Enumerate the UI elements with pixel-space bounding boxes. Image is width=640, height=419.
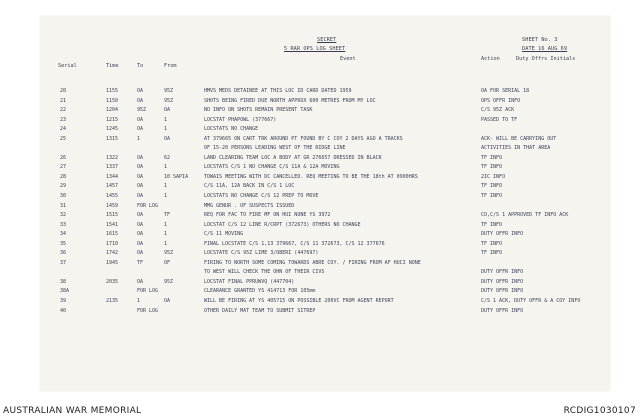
entry-from: 95Z <box>164 97 174 104</box>
entry-event: AT 379665 ON CART TRK AROUND PT FOUND BY C COY 2 DAYS AGO A TRACKS <box>204 135 403 142</box>
footer-reference: RCDIG1030107 <box>563 406 636 416</box>
entry-event: LOCSTAT C/S 12 LINE R/CRPT (372673) OTHERS NO CHANGE <box>204 221 361 228</box>
entry-to: OA <box>137 164 144 171</box>
entry-from: OA <box>164 135 171 142</box>
col-action: Action <box>481 56 500 62</box>
entry-to: FOR LOG <box>137 307 159 314</box>
entry-to: FOR LOG <box>137 202 159 209</box>
log-entry-row <box>40 212 610 222</box>
entry-from: 95Z <box>164 88 174 94</box>
entry-time: 1322 <box>106 154 119 161</box>
sheet-date: DATE 16 AUG 69 <box>522 46 568 52</box>
entry-serial: 33 <box>60 221 67 228</box>
entry-action: TF INFO <box>481 164 503 171</box>
entry-time: 2135 <box>106 298 119 305</box>
log-entry-row <box>40 126 610 136</box>
entry-to: OA <box>137 154 144 161</box>
log-entry-row <box>40 260 610 270</box>
entry-action: DUTY OFFR INFO <box>481 288 524 295</box>
entry-to: OA <box>137 212 144 219</box>
log-entry-row <box>40 269 610 279</box>
entry-to: 1 <box>137 135 141 142</box>
log-entry-row <box>40 241 610 251</box>
entry-from: 95Z <box>164 250 174 257</box>
entry-serial: 38 <box>60 278 67 285</box>
entry-time: 1742 <box>106 250 119 257</box>
entry-action: DUTY OFFR INFO <box>481 231 524 238</box>
entry-time: 1457 <box>106 183 119 190</box>
entry-from: TF <box>164 212 171 219</box>
log-entry-row <box>40 164 610 174</box>
entry-from: OF <box>164 259 171 266</box>
entry-from: 10 SAPIA <box>164 173 189 180</box>
entry-event: LOCSTAT FINAL PPRUWVQ (447704) <box>204 278 295 285</box>
entry-action: TF INFO <box>481 193 503 200</box>
log-entry-row <box>40 231 610 241</box>
entry-event: CLEARANCE GRANTED YS 414713 FOR 105mm <box>204 288 316 295</box>
entry-serial: 31 <box>60 202 67 209</box>
entry-event: MMG GENUR . OF SUSPECTS ISSUED <box>204 202 295 209</box>
entry-time: 1541 <box>106 221 119 228</box>
entry-from: 62 <box>164 154 171 161</box>
log-entry-row <box>40 107 610 117</box>
entry-from: 1 <box>164 126 168 133</box>
entry-time: 1344 <box>106 173 119 180</box>
entry-event: OF 15-20 PERSONS LEADING WEST OF THE RIDGE LINE <box>204 145 346 152</box>
entry-from: OA <box>164 107 171 114</box>
entry-to: OA <box>137 231 144 238</box>
entry-event: NO INFO ON SHOTS REMAIN PRESENT TASK <box>204 107 313 114</box>
entry-to: OA <box>137 126 144 133</box>
entry-time: 1337 <box>106 164 119 171</box>
sheet-title: 5 RAR OPS LOG SHEET <box>284 46 346 52</box>
entry-from: 1 <box>164 164 168 171</box>
entry-time: 1315 <box>106 135 119 142</box>
entry-serial: 39 <box>60 298 67 305</box>
entry-action: DUTY OFFR INFO <box>481 269 524 276</box>
log-entry-row <box>40 298 610 308</box>
entry-action: OPS OFFR INFO <box>481 97 521 104</box>
log-entry-row <box>40 288 610 298</box>
log-entry-row <box>40 88 610 98</box>
entry-to: OA <box>137 173 144 180</box>
security-classification: SECRET <box>317 37 337 43</box>
entry-action: OA FOR SERIAL 18 <box>481 88 530 94</box>
entry-from: 1 <box>164 231 168 238</box>
entry-from: 95Z <box>164 278 174 285</box>
entry-event: C/S 11A, 12A BACK IN C/S 1 LOC <box>204 183 295 190</box>
log-entry-row <box>40 222 610 232</box>
entry-event: LOCSTATS C/S 1 NO CHANGE C/S 11A & 12A MOVING <box>204 164 340 171</box>
log-entry-row <box>40 193 610 203</box>
entry-to: OA <box>137 183 144 190</box>
entry-event: FIRING TO NORTH SOME COMING TOWARDS ABRE COY. / FIRING FROM AF HUCI NONE <box>204 259 421 266</box>
entry-time: 2035 <box>106 278 119 285</box>
entry-serial: 30 <box>60 193 67 200</box>
entry-action: TF INFO <box>481 221 503 228</box>
entry-time: 1155 <box>106 88 119 94</box>
entry-event: LOCSTATS NO CHANGE <box>204 126 259 133</box>
entry-event: LOCSTATS NO CHANGE C/S 12 PREP TO MOVE <box>204 193 319 200</box>
entry-to: OA <box>137 193 144 200</box>
col-initials: Duty Offrs Initials <box>516 56 576 62</box>
entry-action: PASSED TO TF <box>481 116 518 123</box>
entry-from: OA <box>164 298 171 305</box>
log-entry-row <box>40 98 610 108</box>
entry-event: OTHER DAILY MAT TEAM TO SUBMIT SITREP <box>204 307 316 314</box>
log-entry-row <box>40 308 610 318</box>
entry-serial: 35 <box>60 240 67 247</box>
footer <box>0 400 640 419</box>
entry-event: REQ FOR FAC TO FIRE MF ON HUI NONE YS 3972 <box>204 212 331 219</box>
col-serial: Serial <box>58 63 77 69</box>
entry-serial: 40 <box>60 307 67 314</box>
entry-event: LAND CLEARING TEAM LOC A BODY AT GR 276657 DRESSED IN BLACK <box>204 154 382 161</box>
entry-event: LOCSTAT PHAPOWL (377667) <box>204 116 277 123</box>
log-entry-row <box>40 145 610 155</box>
entry-event: TO WEST WILL CHECK THE OHN OF THEIR CIVS <box>204 269 325 276</box>
log-entry-row <box>40 136 610 146</box>
log-sheet <box>40 16 610 391</box>
log-entries <box>40 88 610 317</box>
entry-time: 1945 <box>106 259 119 266</box>
entry-action: TF INFO <box>481 183 503 190</box>
entry-from: 1 <box>164 183 168 190</box>
entry-serial: 32 <box>60 212 67 219</box>
entry-time: 1245 <box>106 126 119 133</box>
entry-serial: 37 <box>60 259 67 266</box>
entry-serial: 25 <box>60 135 67 142</box>
entry-to: OA <box>137 97 144 104</box>
entry-time: 1150 <box>106 97 119 104</box>
entry-serial: 28 <box>60 173 67 180</box>
entry-serial: 29 <box>60 183 67 190</box>
entry-action: C/S 1 ACK, DUTY OFFR & A COY INFO <box>481 298 581 305</box>
entry-action: CO,C/S 1 APPROVED TF INFO ACK <box>481 212 569 219</box>
entry-serial: 36 <box>60 250 67 257</box>
entry-action: ACK- WILL BE CARRYING OUT <box>481 135 557 142</box>
entry-event: FINAL LOCSTATE C/S 1,13 379667, C/S 11 372673, C/S 12 377676 <box>204 240 385 247</box>
log-entry-row <box>40 279 610 289</box>
entry-to: OA <box>137 88 144 94</box>
entry-event: WILL BE FIRING AT YS 405715 ON POSSIBLE 200VC FROM AGENT REPORT <box>204 298 394 305</box>
entry-to: FOR LOG <box>137 288 159 295</box>
entry-time: 1455 <box>106 193 119 200</box>
entry-action: 2IC INFO <box>481 173 506 180</box>
entry-serial: 21 <box>60 97 67 104</box>
entry-serial: 20 <box>60 88 67 94</box>
col-event: Event <box>340 56 356 62</box>
entry-to: OA <box>137 221 144 228</box>
col-to: To <box>137 63 144 69</box>
entry-action: TF INFO <box>481 154 503 161</box>
entry-to: OA <box>137 250 144 257</box>
col-from: From <box>164 63 177 69</box>
entry-serial: 24 <box>60 126 67 133</box>
entry-serial: 38A <box>60 288 70 295</box>
entry-action: TF INFO <box>481 240 503 247</box>
entry-to: 1 <box>137 298 141 305</box>
entry-event: HMVS MEDS DETAINEE AT THIS LOC ID CARD DATED 1959 <box>204 88 352 94</box>
entry-from: 1 <box>164 221 168 228</box>
entry-from: 1 <box>164 240 168 247</box>
sheet-number: SHEET No. 3 <box>522 37 558 43</box>
entry-event: SHOTS BEING FIRED DUE NORTH APPROX 600 METRES FROM MY LOC <box>204 97 376 104</box>
entry-time: 1459 <box>106 202 119 209</box>
entry-time: 1204 <box>106 107 119 114</box>
log-entry-row <box>40 174 610 184</box>
log-entry-row <box>40 155 610 165</box>
entry-to: OA <box>137 240 144 247</box>
footer-source: AUSTRALIAN WAR MEMORIAL <box>3 406 142 416</box>
col-time: Time <box>106 63 119 69</box>
entry-from: 1 <box>164 193 168 200</box>
entry-to: TF <box>137 259 144 266</box>
entry-serial: 23 <box>60 116 67 123</box>
entry-time: 1710 <box>106 240 119 247</box>
entry-to: OA <box>137 278 144 285</box>
entry-action: TF INFO <box>481 250 503 257</box>
entry-serial: 34 <box>60 231 67 238</box>
log-entry-row <box>40 250 610 260</box>
log-entry-row <box>40 183 610 193</box>
entry-from: 1 <box>164 116 168 123</box>
entry-time: 1215 <box>106 116 119 123</box>
entry-action: DUTY OFFR INFO <box>481 307 524 314</box>
entry-serial: 27 <box>60 164 67 171</box>
log-entry-row <box>40 117 610 127</box>
log-entry-row <box>40 203 610 213</box>
entry-event: C/S 11 MOVING <box>204 231 244 238</box>
entry-action: ACTIVITIES IN THAT AREA <box>481 145 551 152</box>
entry-to: 95Z <box>137 107 147 114</box>
entry-time: 1515 <box>106 212 119 219</box>
entry-serial: 26 <box>60 154 67 161</box>
entry-serial: 22 <box>60 107 67 114</box>
entry-event: TOWAIS MEETING WITH DC CANCELLED. REQ MEETING TO BE THE 18th AT 0900HRS <box>204 173 418 180</box>
entry-action: C/S 95Z ACK <box>481 107 515 114</box>
entry-to: OA <box>137 116 144 123</box>
entry-event: LOCSTATE C/S 95Z LIME 3/OBERI (447697) <box>204 250 319 257</box>
entry-action: DUTY OFFR INFO <box>481 278 524 285</box>
entry-time: 1615 <box>106 231 119 238</box>
